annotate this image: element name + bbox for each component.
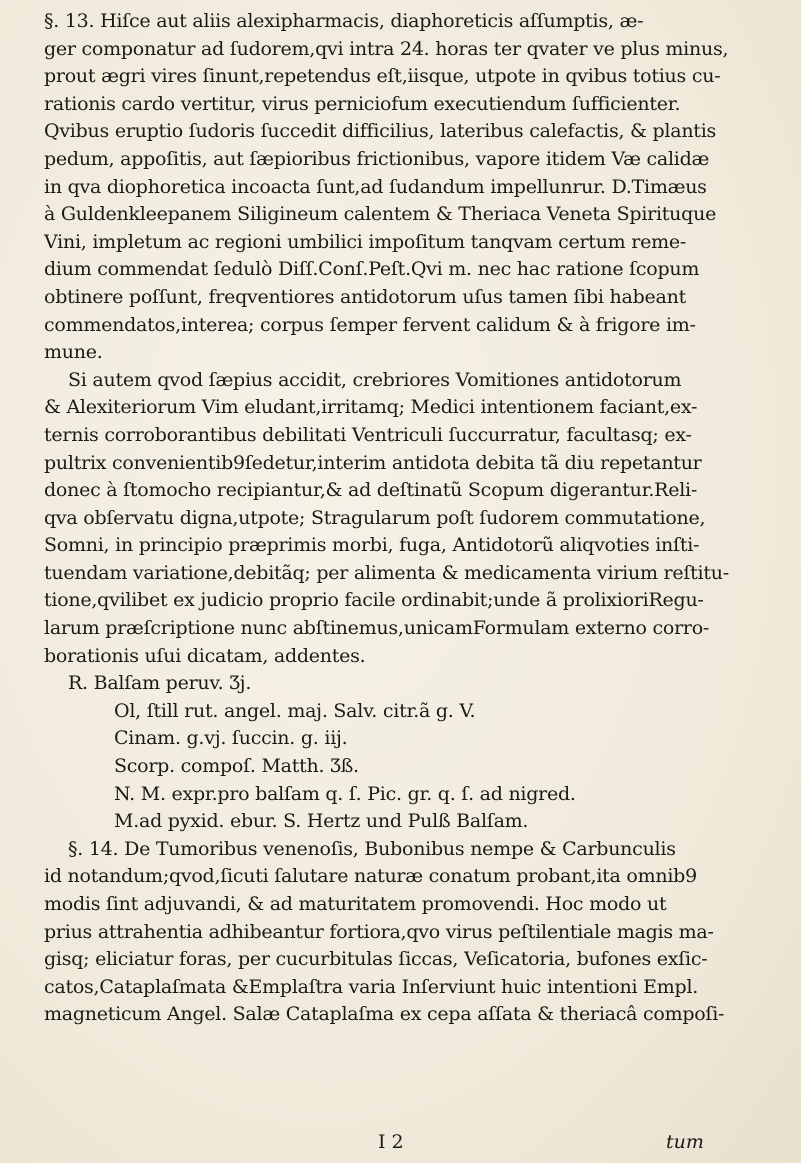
text-line: id notandum;qvod,ſicuti ſalutare naturæ conatum probant,ita omnib9 [44,865,697,888]
recipe-line: Scorp. compoſ. Matth. Ʒß. [114,755,359,778]
text-line: Qvibus eruptio ſudoris ſuccedit difficilius, lateribus calefactis, & plantis [44,120,717,143]
text-line: in qva diophoretica incoacta ſunt,ad ſudandum impellunrur. D.Timæus [44,175,707,198]
text-line: prius attrahentia adhibeantur fortiora,qvo virus peſtilentiale magis ma- [44,920,714,943]
text-line: dium commendat ſedulò Diſſ.Conſ.Peſt.Qvi m. nec hac ratione ſcopum [44,258,700,281]
text-line: larum præſcriptione nunc abſtinemus,unicamFormulam externo corro- [44,617,710,640]
page-footer [0,1131,801,1161]
recipe-line: Ol, ſtill rut. angel. maj. Salv. citr.ã g. V. [114,699,476,722]
text-line: ternis corroborantibus debilitati Ventriculi ſuccurratur, facultasq; ex- [44,423,692,446]
text-line: borationis uſui dicatam, addentes. [44,644,366,667]
text-line: pedum, appoſitis, aut ſæpioribus frictionibus, vapore itidem Væ calidæ [44,147,710,170]
text-line: modis ſint adjuvandi, & ad maturitatem promovendi. Hoc modo ut [44,893,667,915]
recipe-line: N. M. expr.pro balſam q. ſ. Pic. gr. q. ſ. ad nigred. [114,782,576,805]
text-line: ger componatur ad ſudorem,qvi intra 24. horas ter qvater ve plus minus, [44,37,729,60]
text-line: & Alexiteriorum Vim eludant,irritamq; Medici intentionem faciant,ex- [44,396,698,419]
text-line: donec à ſtomocho recipiantur,& ad deſtinatũ Scopum digerantur.Reli- [44,479,698,502]
body-text [44,8,789,1029]
catchword: tum [666,1131,704,1153]
text-line: §. 14. De Tumoribus venenoſis, Bubonibus nempe & Carbunculis [68,837,676,860]
text-line: prout ægri vires ſinunt,repetendus eſt,iisque, utpote in qvibus totius cu- [44,65,721,88]
recipe-line: R. Balſam peruv. Ʒj. [68,672,252,695]
text-line: obtinere poſſunt, freqventiores antidotorum uſus tamen ſibi habeant [44,285,686,308]
text-line: pultrix convenientib9ſedetur,interim antidota debita tã diu repetantur [44,451,702,474]
text-line: tione,qvilibet ex judicio proprio facile ordinabit;unde ã prolixioriRegu- [44,589,704,612]
text-line: Somni, in principio præprimis morbi, fuga, Antidotorũ aliqvoties inſti- [44,534,700,557]
recipe-line: Cinam. g.vj. ſuccin. g. iij. [114,727,348,750]
text-line: rationis cardo vertitur, virus perniciofum executiendum ſufficienter. [44,92,681,115]
text-line: §. 13. Hiſce aut aliis alexipharmacis, diaphoreticis aſſumptis, æ- [44,10,644,32]
text-line: gisq; eliciatur foras, per cucurbitulas ſiccas, Veſicatoria, bufones exſic- [44,948,708,971]
text-line: catos,Cataplaſmata &Emplaſtra varia Inſerviunt huic intentioni Empl. [44,975,699,998]
recipe-line: M.ad pyxid. ebur. S. Hertz und Pulß Balſam. [114,810,529,833]
text-line: Vini, impletum ac regioni umbilici impoſitum tanqvam certum reme- [44,230,686,253]
text-line: magneticum Angel. Salæ Cataplaſma ex cepa aſſata & theriacâ compoſi- [44,1003,725,1026]
text-line: qva obſervatu digna,utpote; Stragularum poſt ſudorem commutatione, [44,506,706,529]
text-line: Si autem qvod ſæpius accidit, crebriores Vomitiones antidotorum [68,368,682,391]
text-line: tuendam variatione,debitãq; per alimenta & medicamenta virium reſtitu- [44,561,729,584]
text-line: commendatos,interea; corpus ſemper fervent calidum & à frigore im- [44,313,696,336]
text-line: mune. [44,341,103,364]
signature-mark: I 2 [378,1131,404,1153]
text-line: à Guldenkleepanem Siligineum calentem & Theriaca Veneta Spirituque [44,203,717,226]
